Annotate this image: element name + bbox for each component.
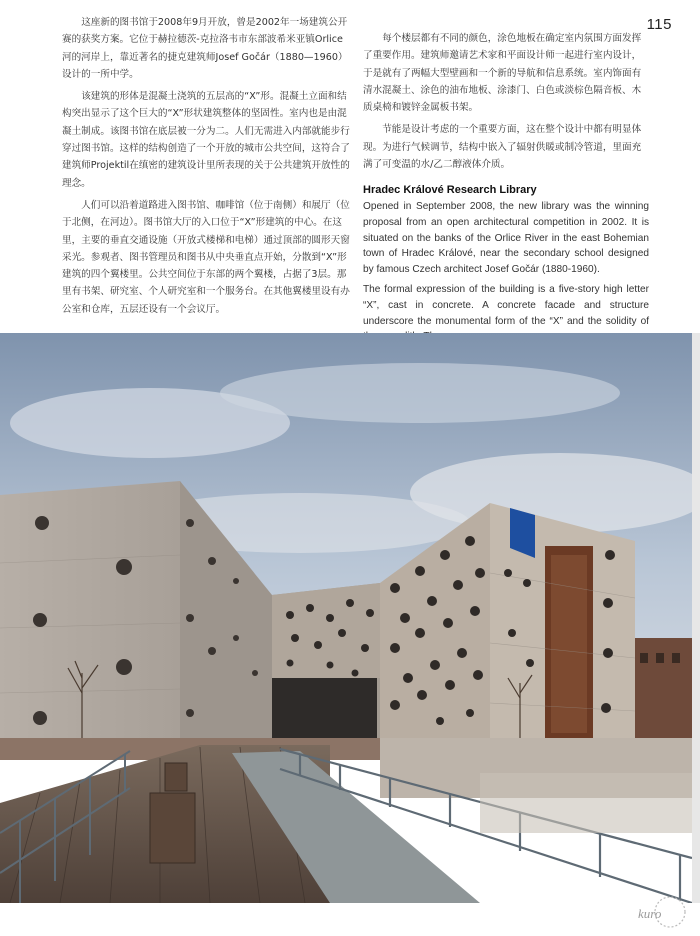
left-column	[62, 14, 350, 318]
cn-paragraph: 该建筑的形体是混凝土浇筑的五层高的“X”形。混凝土立面和结构突出显示了这个巨大的“X”形状建筑整体的坚固性。室内也是由混凝土制成。该图书馆在底层被一分为二。人们无需进入内部就能步行穿过图书馆。这样的结构创造了一个开放的城市公共空间，这符合了建筑师Projektil在缜密的建筑设计里所表现的关于公共建筑开放性的理念。	[62, 91, 350, 189]
en-paragraph: Opened in September 2008, the new library was the winning proposal from an open architectural competition in 2002. It is situated on the banks of the Orlice River in the east Bohemian town of Hradec Králové, near the secondary school designed by famous Czech architect Josef Gočár (1880-1960).	[363, 201, 649, 275]
right-column	[363, 30, 649, 345]
svg-text:kuro: kuro	[638, 906, 662, 921]
english-heading: Hradec Králové Research Library	[363, 184, 537, 197]
page-edge	[692, 333, 700, 903]
cn-paragraph: 人们可以沿着道路进入图书馆、咖啡馆（位于南侧）和展厅（位于北侧，在河边）。图书馆大厅的入口位于“X”形建筑的中心。在这里，主要的垂直交通设施（开放式楼梯和电梯）通过顶部的圆形天窗采光。参观者、图书管理员和图书从中央垂直点开始，分散到“X”形建筑的四个翼楼里。公共空间位于东部的两个翼楼，占据了3层。那里有书架、研究室、个人研究室和一个服务台。在其他翼楼里设有办公室和仓库，五层还设有一个会议厅。	[62, 199, 350, 315]
en-paragraph: The formal expression of the building is a five-story high letter “X”, cast in concrete. A concrete facade and structure underscore the monumental form of the “X” and the solidity of	[363, 284, 649, 327]
watermark-logo	[632, 894, 694, 932]
cn-paragraph: 每个楼层都有不同的颜色，涂色地板在确定室内氛围方面发挥了重要作用。建筑师邀请艺术家和平面设计师一起进行室内设计，于是就有了两幅大型壁画和一个新的导航和信息系统。室内饰面有清水混凝土、涂色的油布地板、涂漆门、白色或淡棕色隔音板、木质桌椅和镀锌金属板书架。	[363, 33, 642, 114]
cn-paragraph: 节能是设计考虑的一个重要方面，这在整个设计中都有明显体现。为进行气候调节，结构中嵌入了辐射供暖或制冷管道，里面充满了可变温的水/乙二醇液体介质。	[363, 124, 642, 171]
cn-paragraph: 这座新的图书馆于2008年9月开放，曾是2002年一场建筑公开赛的获奖方案。它位于赫拉德茨-克拉洛韦市东部波希米亚镇Orlice河的河岸上，靠近著名的捷克建筑师Josef Gočár（1880—1960）设计的一所中学。	[62, 17, 348, 80]
page-number: 115	[646, 16, 672, 33]
building-photo	[0, 333, 692, 903]
